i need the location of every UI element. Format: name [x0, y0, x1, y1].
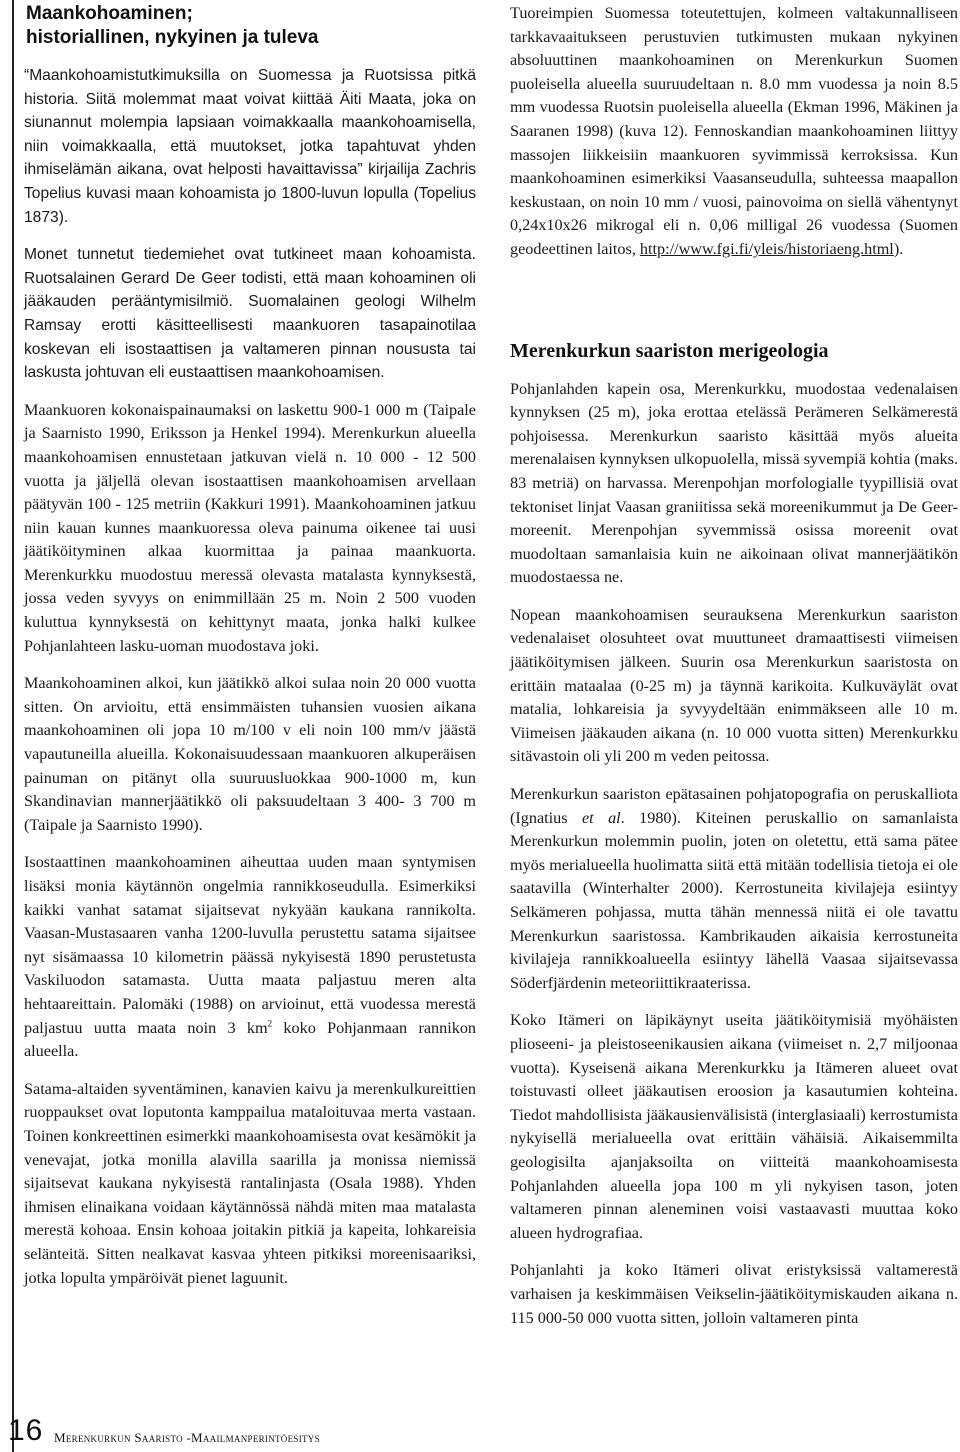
paragraph-harbours: Satama-altaiden syventäminen, kanavien kaivu ja merenkulkureittien ruoppaukset ovat loputonta kamppailua mataloituvaa merta vastaan. Toinen konkreettinen esimerkki maankohoamisesta ovat kesämökit ja venevajat, jotka monilla alavilla saarilla ja monissa niemissä sijaitsevat kaukana nykyisestä rantalinjasta (Osala 1988). Yhden ihmisen elinaikana voidaan käytännössä nähdä miten maa matalasta merestä kohoaa. Ensin kohoaa joitakin pitkiä ja kapeita, lohkareisia selänteitä. Sitten nealkavat kasvaa yhteen pitkiksi moreenisaariksi, jotka lopulta ympäröivät pienet laguunit. [24, 1079, 476, 1287]
paragraph-isolation: Pohjanlahti ja koko Itämeri olivat eristyksissä valtamerestä varhaisen ja keskimmäisen Veikselin-jäätiköitymiskauden aikana n. 115 000-50 000 vuotta sitten, jolloin valtameren pinta [510, 1261, 958, 1327]
left-column [24, 0, 476, 1304]
paragraph-bedrock-italic: et al [581, 808, 621, 827]
paragraph-uplift-history: Maankohoaminen alkoi, kun jäätikkö alkoi sulaa noin 20 000 vuotta sitten. On arvioitu, että ensimmäisten tuhansien vuosien aikana maankohoaminen oli jopa 10 m/100 v eli noin 100 mm/v jäästä vapautuneilla alueilla. Kokonaisuudessaan maankuoren alkuperäisen painuman on pitänyt olla suuruusluokkaa 900-1000 m, kun Skandinavian mannerjäätikkö oli paksuudeltaan 3 400- 3 700 m (Taipale ja Saarnisto 1990). [24, 674, 476, 834]
section-heading: Merenkurkun saariston merigeologia [510, 339, 829, 362]
paragraph-isostatic-problems [24, 851, 476, 1063]
fgi-link[interactable]: http://www.fgi.fi/yleis/historiaeng.html [639, 239, 894, 258]
paragraph-recent-studies [510, 2, 958, 262]
paragraph-bedrock-text-a: Merenkurkun saariston epätasainen pohjatopografia on peruskalliota (Ignatius [510, 785, 958, 827]
paragraph-recent-studies-text: Tuoreimpien Suomessa toteutettujen, kolmeen valtakunnalliseen tarkkavaaitukseen perustuvien tutkimusten mukaan nykyinen absoluuttinen maankohoaminen on Merenkurkun Suomen puoleisella alueella suuruudeltaan n. 8.0 mm vuodessa ja noin 8.5 mm vuodessa Ruotsin puoleisella alueella (Ekman 1996, Mäkinen ja Saaranen 1998) (kuva 12). Fennoskandian maankohoaminen liittyy massojen liikkeisiin maankuoren syvimmissä kerroksissa. Kun maankohoaminen esimerkiksi Vaasanseudulla, suhteessa maapallon keskustaan, on noin 10 mm / vuosi, painovoima on siellä vähentynyt 0,24x10x26 mikrogal eli n. 0,06 milligal 26 vuodessa (Suomen geodeettinen laitos, [510, 4, 958, 258]
paragraph-scientists: Monet tunnetut tiedemiehet ovat tutkineet maan kohoamista. Ruotsalainen Gerard De Geer todisti, että maan kohoaminen oli jääkauden perääntymisilmiö. Suomalainen geologi Wilhelm Ramsay erotti käsitteellisesti maankuoren tasapainotilaa koskevan eli isostaattisen ja valtameren pinnan noususta tai laskusta johtuvan eli eustaattisen maankohoamisen. [24, 246, 476, 382]
paragraph-bedrock-text-b: . 1980). Kiteinen peruskallio on samanlaista Merenkurkun molemmin puolin, joten on oletettu, että sama pätee myös merialueella huolimatta siitä että mitään todellisia tietoja ei ole saatavilla (Winterhalter 2000). Kerrostuneita kivilajeja esiintyy Selkämeren pohjassa, mutta tähän mennessä niitä ei ole tavattu Merenkurkun saaristossa. Kambrikauden aikaisia kerrostuneita kivilajeja rannikkoalueella esiintyy lähellä Vaasaa sijaitsevassa Söderfjärdenin meteoriittikraaterissa. [510, 808, 958, 992]
page-footer [0, 1412, 600, 1452]
paragraph-isostatic-text: Isostaattinen maankohoaminen aiheuttaa uuden maan syntymisen lisäksi monia käytännön ongelmia rannikkoseudulla. Esimerkiksi kaikki vanhat satamat sijaitsevat nykyään kaukana rannikolta. Vaasan-Mustasaaren vanha 1200-luvulla perustettu satama sijaitsee nyt sisämaassa 10 kilometrin päässä nykyisestä 1890 perustetusta Vaskiluodon satamasta. Uutta maata paljastuu meren alta hehtaareittain. Palomäki (1988) on arvioinut, että vuodessa merestä paljastuu uutta maata noin 3 km [24, 853, 476, 1037]
article-title [26, 2, 476, 50]
paragraph-topelius-quote: “Maankohoamistutkimuksilla on Suomessa ja Ruotsissa pitkä historia. Siitä molemmat maat voivat kiittää Äiti Maata, joka on siunannut molempia lapsiaan voimakkaalla maankohoamisella, niin voimakkaalla, että muutokset, jotka tapahtuvat yhden ihmiselämän aikana, ovat helposti havaittavissa” kirjailija Zachris Topelius kuvasi maan kohoamista jo 1800-luvun lopulla (Topelius 1873). [24, 67, 476, 226]
right-column [510, 2, 958, 1344]
paragraph-narrowest-part: Pohjanlahden kapein osa, Merenkurkku, muodostaa vedenalaisen kynnyksen (25 m), joka erottaa etelässä Perämeren Selkämerestä pohjoisessa. Merenkurkun saaristo käsittää myös alueita merenalaisen kynnyksen ulkopuolella, missä syvempiä kohtia (maks. 83 metriä) on harvassa. Merenpohjan morfologialle tyypillisiä ovat tektoniset linjat Vaasan graniitissa sekä moreenikummut ja De Geer-moreenit. Merenpohjan syvemmissä osissa moreenit ovat muodoltaan samanlaisia kuin ne aikoinaan olivat mannerjäätikön muodostaessa ne. [510, 379, 958, 587]
paragraph-glaciations: Koko Itämeri on läpikäynyt useita jäätiköitymisiä myöhäisten plioseeni- ja pleistoseenikausien aikana (viimeiset n. 2,7 miljoonaa vuotta). Kyseisenä aikana Merenkurkku ja Itämeren alueet ovat toistuvasti olleet jääkautisen eroosion ja kasautumien kohteina. Tiedot mahdollisista jääkausienvälisistä (interglasiaali) kerrostumista nykyisellä merialueella ovat erittäin vähäisiä. Aikaisemmilta geologisilta ajanjaksoilta on viitteitä maankohoamisesta Pohjanlahden alueella jopa 100 m yli nykyisen tason, joten valtameren pinnan aleneminen voisi vastaavasti muuttaa koko alueen hydrografiaa. [510, 1011, 958, 1242]
superscript-two: 2 [267, 1018, 273, 1029]
paragraph-isostatic-end: koko Pohjanmaan rannikon alueella. [24, 1018, 477, 1061]
article-title-line-1: Maankohoaminen; [26, 3, 193, 24]
paragraph-recent-studies-end: ). [893, 239, 904, 258]
running-title: Merenkurkun Saaristo -Maailmanperintöesitys [54, 1430, 320, 1445]
page-number: 16 [8, 1414, 44, 1447]
paragraph-rapid-uplift: Nopean maankohoamisen seurauksena Merenkurkun saariston vedenalaiset olosuhteet ovat muuttuneet dramaattisesti viimeisen jäätiköitymisen jälkeen. Suurin osa Merenkurkun saaristosta on erittäin mataalaa (0-25 m) ja täynnä karikoita. Kulkuväylät ovat matalia, lohkareisia ja syvyydeltään enimmäkseen alle 10 m. Viimeisen jääkauden aikana (n. 10 000 vuotta sitten) Merenkurkku sitävastoin oli yli 200 m veden peitossa. [510, 605, 958, 766]
page-margin-rule [12, 0, 14, 1452]
paragraph-crust-depression: Maankuoren kokonaispainaumaksi on laskettu 900-1 000 m (Taipale ja Saarnisto 1990, Eriksson ja Henkel 1994). Merenkurkun alueella maankohoamisen ennustetaan jatkuvan vielä n. 10 000 - 12 500 vuotta ja jäljellä olevan isostaattisen maankohoamisen arvellaan päätyvän 100 - 125 metriin (Kakkuri 1991). Maankohoaminen jatkuu niin kauan kunnes maankuoressa oleva painuma oikenee tai uusi jäätiköityminen alkaa kuormittaa ja painaa maankuorta. Merenkurkku muodostuu meressä olevasta matalasta kynnyksestä, jossa veden syvyys on enimmillään 25 m. Noin 2 500 vuoden kuluttua kynnyksestä on kehittynyt maata, jonka halki kulkee Pohjanlahteen lasku-uoman muodostava joki. [24, 400, 476, 655]
paragraph-bedrock [510, 783, 958, 995]
article-title-line-2: historiallinen, nykyinen ja tuleva [26, 27, 319, 48]
